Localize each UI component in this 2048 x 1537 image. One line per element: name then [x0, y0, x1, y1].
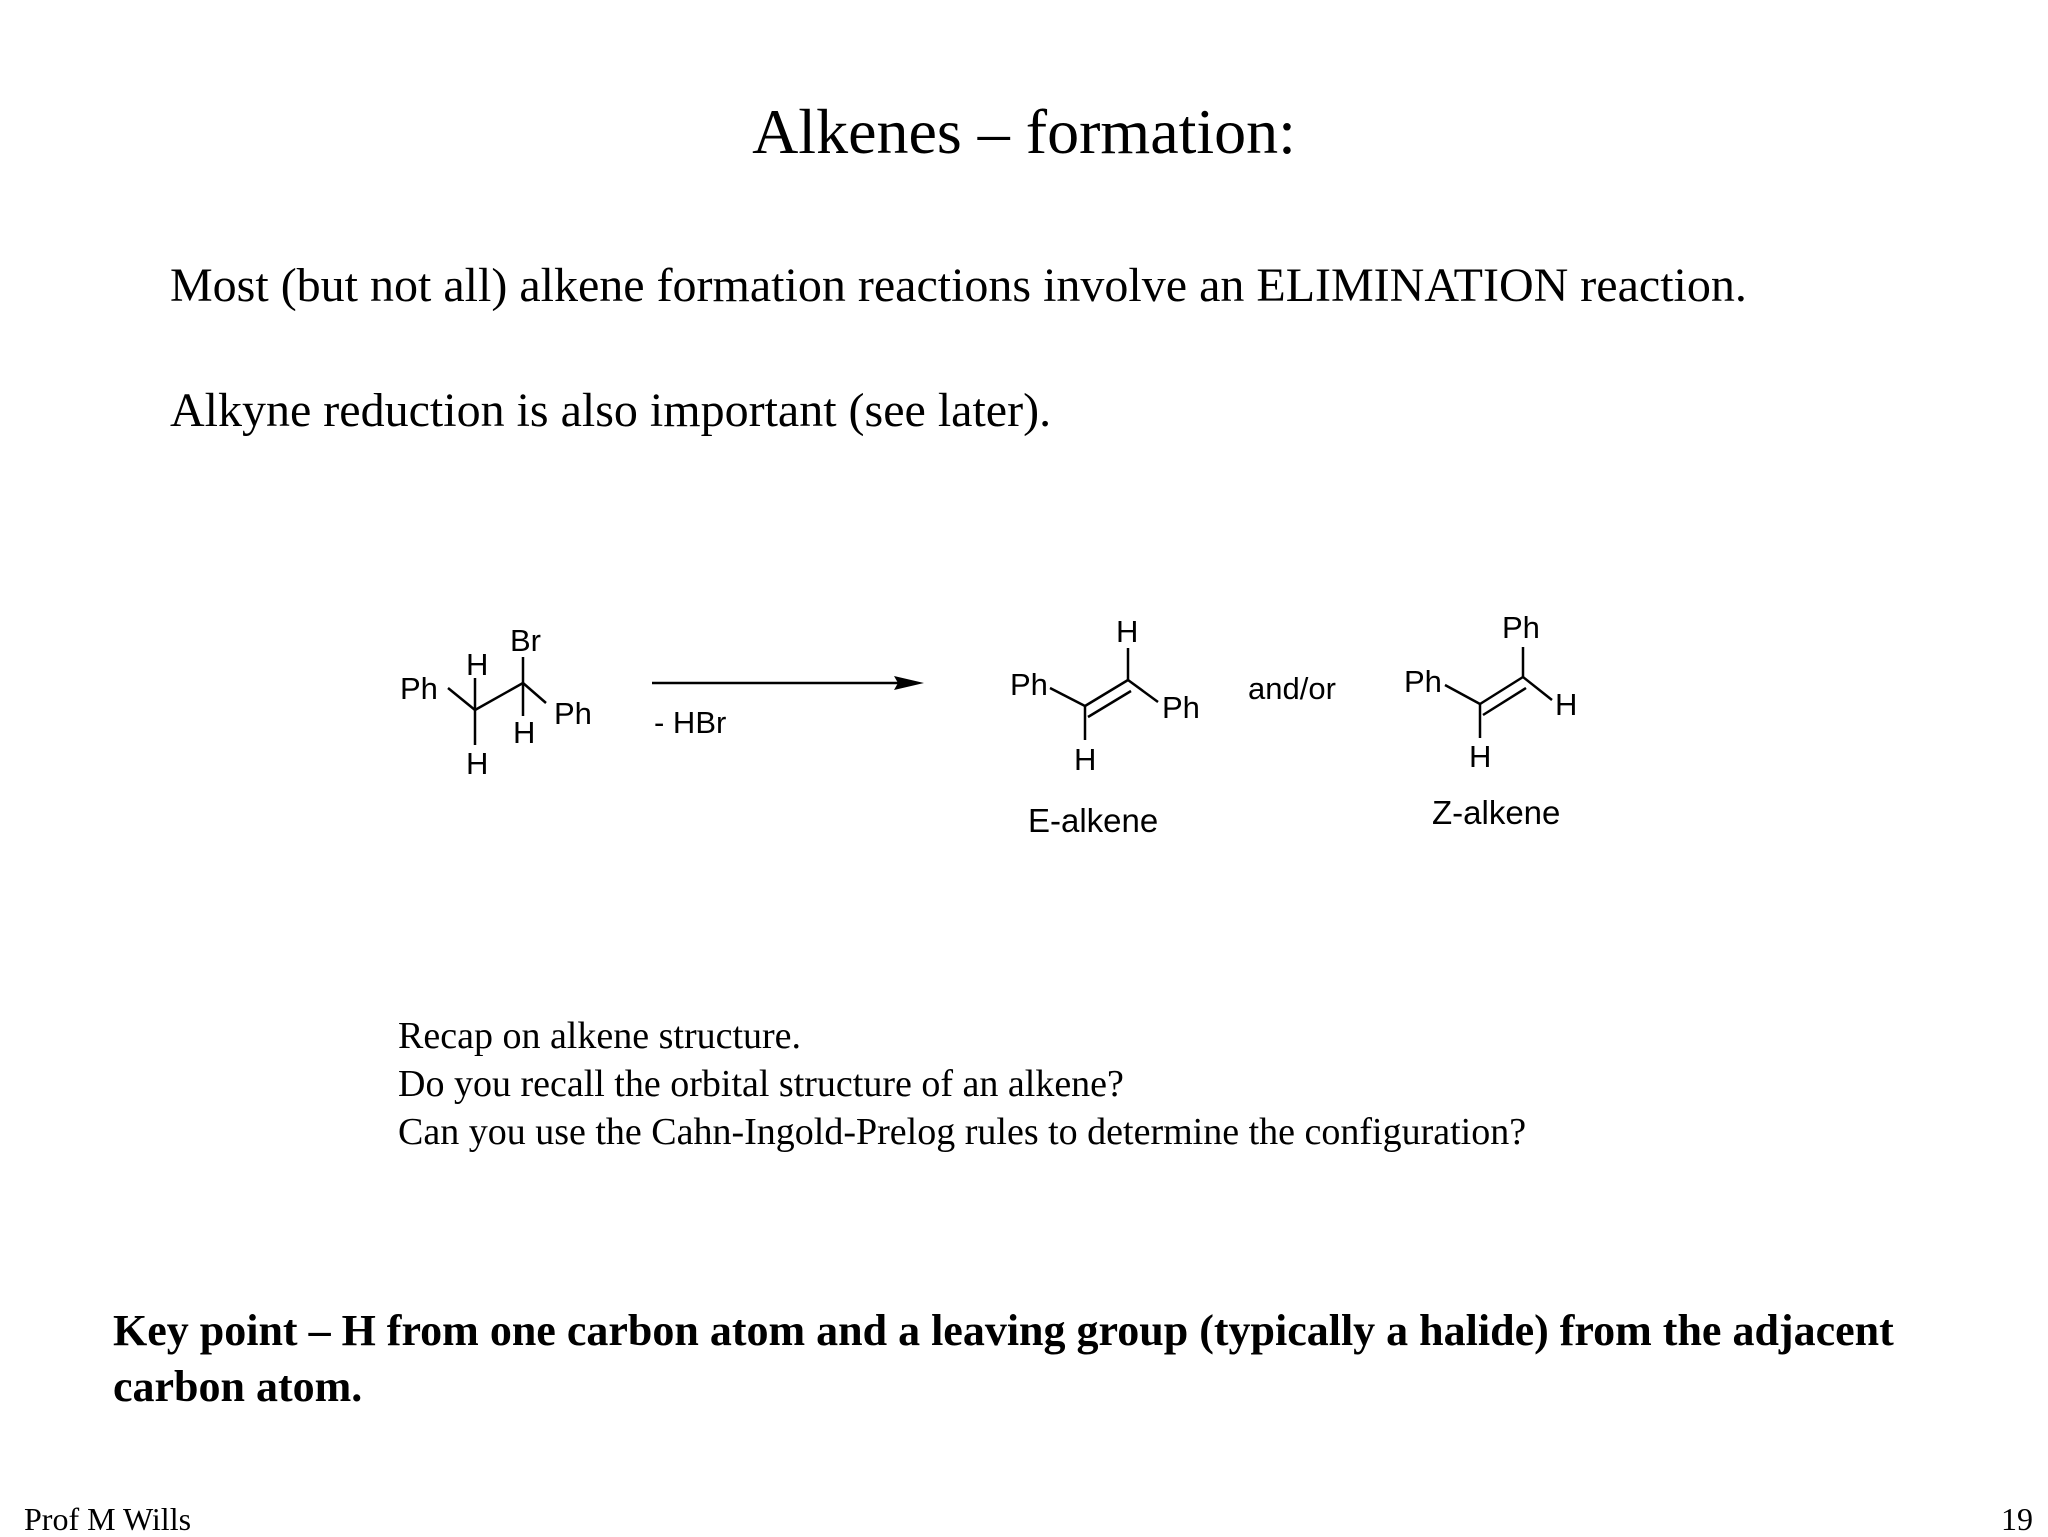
recap-questions	[398, 1012, 1526, 1156]
reactant-bond-ph-c1	[448, 688, 475, 710]
e-bond-ph-c1	[1050, 688, 1085, 706]
reactant-atom-h-bottom: H	[466, 746, 489, 781]
reactant-atom-ph-right: Ph	[554, 696, 592, 731]
recap-line-structure: Recap on alkene structure.	[398, 1015, 802, 1057]
page-number: 19	[2001, 1501, 2033, 1537]
z-alkene-atom-ph-left: Ph	[1404, 664, 1442, 699]
z-alkene-label: Z-alkene	[1432, 794, 1561, 831]
and-or-connector: and/or	[1248, 671, 1336, 706]
footer-author: Prof M Wills	[24, 1501, 192, 1537]
z-bond-c1-c2	[1480, 677, 1523, 704]
e-alkene-atom-h-bottom: H	[1074, 742, 1097, 777]
e-bond-c1-c2-second	[1088, 691, 1131, 717]
z-alkene-atom-h-right: H	[1555, 687, 1578, 722]
intro-line-elimination: Most (but not all) alkene formation reactions involve an ELIMINATION reaction.	[170, 259, 1747, 312]
reactant-bond-c1-c2	[475, 683, 523, 710]
reactant-atom-h-middle: H	[513, 715, 536, 750]
reactant-bond-c2-ph	[523, 683, 546, 703]
intro-line-alkyne-reduction: Alkyne reduction is also important (see later).	[170, 384, 1052, 437]
e-alkene-atom-ph-left: Ph	[1010, 667, 1048, 702]
e-bond-c1-c2	[1085, 680, 1128, 706]
z-bond-c2-h	[1523, 677, 1552, 700]
e-alkene-atom-ph-right: Ph	[1162, 690, 1200, 725]
recap-line-orbital: Do you recall the orbital structure of an alkene?	[398, 1063, 1124, 1105]
z-alkene-molecule	[1445, 647, 1552, 738]
arrow-label: - HBr	[654, 705, 727, 740]
key-point: Key point – H from one carbon atom and a leaving group (typically a halide) from the adjacent carbon atom.	[113, 1306, 1894, 1411]
recap-line-cip: Can you use the Cahn-Ingold-Prelog rules to determine the configuration?	[398, 1111, 1527, 1153]
z-alkene-atom-ph-top: Ph	[1502, 610, 1540, 645]
reaction-scheme	[380, 600, 1640, 860]
z-bond-ph-c1	[1445, 685, 1480, 704]
e-alkene-label: E-alkene	[1028, 802, 1159, 839]
reaction-arrow	[652, 676, 924, 690]
z-bond-c1-c2-second	[1483, 688, 1526, 715]
z-alkene-atom-h-bottom: H	[1469, 739, 1492, 774]
reaction-scheme-svg	[380, 600, 1640, 860]
e-alkene-molecule	[1050, 648, 1158, 740]
slide-title: Alkenes – formation:	[752, 96, 1296, 167]
e-alkene-atom-h-top: H	[1116, 614, 1139, 649]
reactant-atom-h-top: H	[466, 647, 489, 682]
reactant-atom-ph-left: Ph	[400, 671, 438, 706]
e-bond-c2-ph	[1128, 680, 1158, 702]
reactant-atom-br: Br	[510, 623, 541, 658]
